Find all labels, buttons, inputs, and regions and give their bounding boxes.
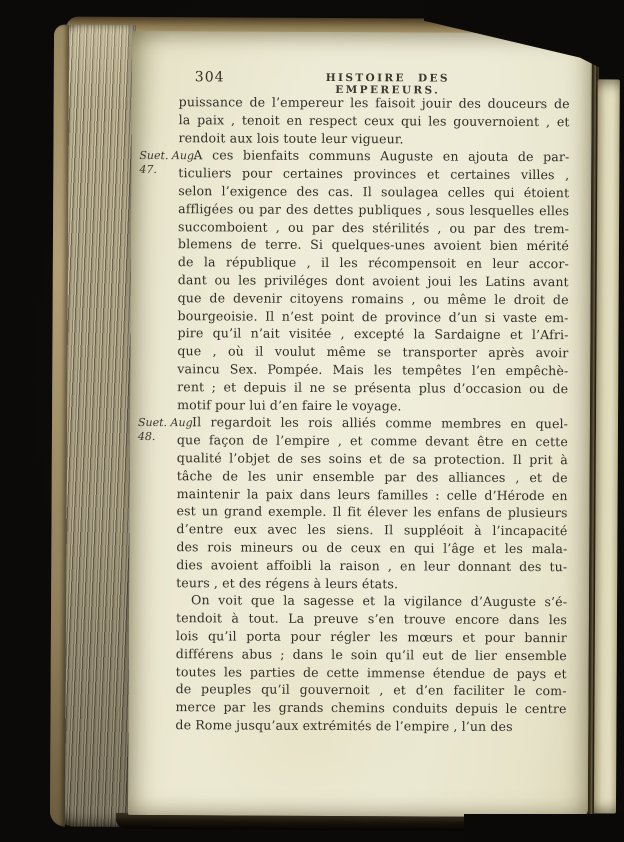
page-header <box>132 69 592 97</box>
margin-note-source: Suet. Aug. <box>137 415 197 430</box>
paragraph-continuation: puissance de l’empereur les faisoit jouir des douceurs de la paix , tenoit en respect ceux qui les gouvernoient , et rendoit aux lois toute leur vigueur. <box>178 94 570 146</box>
backdrop-bottom-right-corner <box>464 814 624 842</box>
margin-note-section: 47. <box>139 162 157 177</box>
book-page <box>128 31 592 817</box>
paragraph-provinces: A ces bienfaits communs Auguste en ajouta de par- ticuliers pour certaines provinces et certaines villes , selon l’exigence des cas. Il soulagea celles qui étoient affligées ou par des dettes publiques , sous lesquelles elles succomboient , ou par des stérilités , ou par des trem- blemens de terre. Si quelques-unes avoient bien mérité de la république , il les récompensoit en leur accor- dant ou les priviléges dont avoient joui les Latins avant que de devenir citoyens romains , ou même le droit de bourgeoisie. Il n’est point de province d’un si vaste em- pire qu’il n’ait visitée , excepté la Sardaigne et l’Afri- que , où il voulut même se transporter après avoir vaincu Sex. Pompée. Mais les tempêtes l’en empêchè- rent ; et depuis il ne se présenta plus d’occasion ou de motif pour lui d’en faire le voyage. <box>177 147 570 413</box>
paragraph-allied-kings: Il regardoit les rois alliés comme membres en quel- que façon de l’empire , et comme devant être en cette qualité l’objet de ses soins et de sa protection. Il prit à tâche de les unir ensemble par des alliances , et de maintenir la paix dans leurs familles : celle d’Hérode en est un grand exemple. Il fit élever les enfans de plusieurs d’entre eux avec les siens. Il suppléoit à l’incapacité des rois mineurs ou de ceux en qui l’âge et les mala- dies avoient affoibli la raison , en leur donnant des tu- teurs , et des régens à leurs états. <box>176 414 569 591</box>
facing-page-sliver <box>594 79 620 813</box>
paragraph-wisdom: On voit que la sagesse et la vigilance d’Auguste s’é- tendoit à tout. La preuve s’en trouve encore dans les lois qu’il porta pour régler les mœurs et pour bannir différens abus ; dans le soin qu’il eut de lier ensemble toutes les parties de cette immense étendue de pays et de peuples qu’il gouvernoit , et d’en faciliter le com- merce par les grands chemins conduits depuis le centre de Rome jusqu’aux extrémités de l’empire , l’un des <box>175 592 568 734</box>
margin-note-section: 48. <box>137 429 156 444</box>
body-text <box>175 93 569 736</box>
book <box>50 15 620 836</box>
page-edge-stack <box>50 25 136 827</box>
page-number: 304 <box>194 69 225 86</box>
margin-note-source: Suet. Aug. <box>139 148 198 163</box>
running-title: HISTOIRE DES EMPEREURS. <box>325 71 450 97</box>
